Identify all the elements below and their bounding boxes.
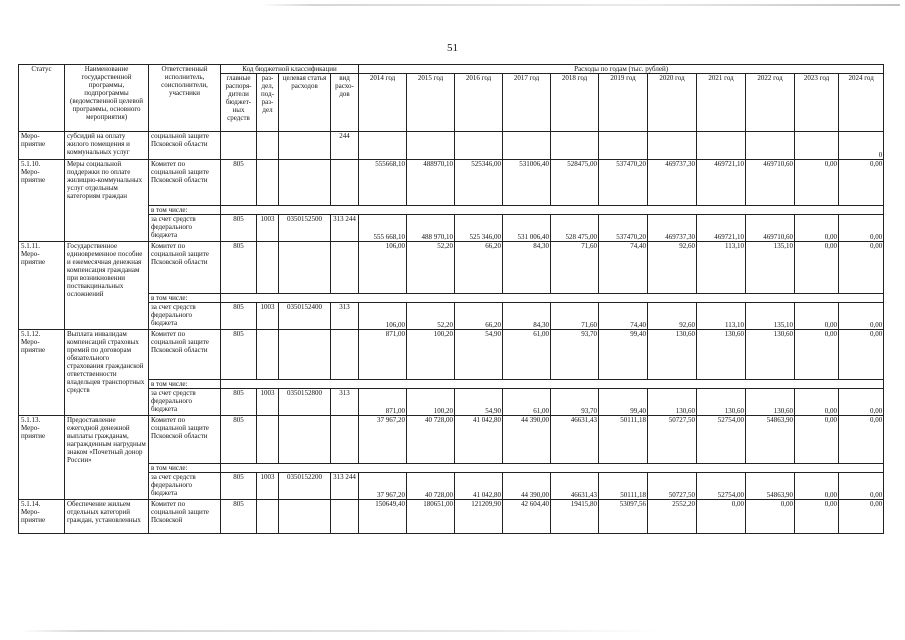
cell-code-csr: 0350152500 bbox=[279, 215, 331, 242]
cell-value: 0,00 bbox=[795, 215, 839, 242]
cell-name: субсидий на оплату жилого помещения и коммунальных услуг bbox=[65, 132, 149, 160]
cell-code-rz bbox=[257, 132, 279, 160]
cell-value: 41 042,80 bbox=[455, 473, 503, 500]
cell-value: 528475,00 bbox=[551, 160, 599, 206]
cell-value: 66,20 bbox=[455, 303, 503, 330]
cell-value: 0,00 bbox=[839, 389, 884, 416]
cell-value: 106,00 bbox=[359, 242, 407, 294]
cell-executor: за счет средств федерального бюджета bbox=[149, 215, 221, 242]
cell-code-csr bbox=[279, 132, 331, 160]
header-year: 2018 год bbox=[551, 74, 599, 132]
cell-code-rz: 1003 bbox=[257, 215, 279, 242]
table-row bbox=[19, 294, 884, 303]
cell-value: 113,10 bbox=[697, 242, 746, 294]
cell-code-vr: 313 244 bbox=[331, 473, 359, 500]
cell-code-grbs: 805 bbox=[221, 500, 257, 534]
cell-name: Обеспечение жильем отдельных категорий граждан, установленных bbox=[65, 500, 149, 534]
cell-value: 50111,18 bbox=[599, 473, 648, 500]
cell-value: 37 967,20 bbox=[359, 416, 407, 464]
cell-code-csr bbox=[279, 242, 331, 294]
cell-value: 469710,60 bbox=[746, 160, 795, 206]
cell-code-grbs: 805 bbox=[221, 389, 257, 416]
cell-value: 93,70 bbox=[551, 389, 599, 416]
cell-value: 92,60 bbox=[648, 303, 697, 330]
cell-executor: Комитет по социальной защите Псковской области bbox=[149, 160, 221, 206]
cell-value: 180651,00 bbox=[407, 500, 455, 534]
item-number: 5.1.12. bbox=[21, 330, 41, 338]
cell-code-csr bbox=[279, 500, 331, 534]
header-year: 2014 год bbox=[359, 74, 407, 132]
table-row bbox=[19, 473, 884, 500]
cell-name: Выплата инвалидам компенсаций страховых премий по договорам обязательного страхования гражданской ответственности владельцев транспортных средств bbox=[65, 330, 149, 416]
table-row bbox=[19, 380, 884, 389]
cell-value: 52754,00 bbox=[697, 473, 746, 500]
cell-executor: за счет средств федерального бюджета bbox=[149, 389, 221, 416]
cell-value: 37 967,20 bbox=[359, 473, 407, 500]
cell-value: 52754,00 bbox=[697, 416, 746, 464]
cell-code-rz: 1003 bbox=[257, 303, 279, 330]
cell-status bbox=[19, 132, 65, 160]
cell-status bbox=[19, 242, 65, 330]
cell-value: 0,00 bbox=[839, 416, 884, 464]
scan-artifact-bottom bbox=[20, 630, 660, 632]
cell-value: 84,30 bbox=[503, 242, 551, 294]
cell-value: 0,00 bbox=[795, 389, 839, 416]
cell-code-csr: 0350152200 bbox=[279, 473, 331, 500]
cell-value: 0,00 bbox=[839, 473, 884, 500]
cell-value: 44 390,00 bbox=[503, 473, 551, 500]
header-year: 2023 год bbox=[795, 74, 839, 132]
table-row bbox=[19, 242, 884, 294]
cell-value: 0 bbox=[839, 132, 884, 160]
item-status: Меро-приятие bbox=[21, 132, 46, 148]
cell-value: 100,20 bbox=[407, 389, 455, 416]
cell-code-rz bbox=[257, 500, 279, 534]
header-code-col: главные распоря-дители бюджет-ных средств bbox=[221, 74, 257, 132]
cell-code-csr bbox=[279, 330, 331, 380]
item-status: Меро-приятие bbox=[21, 424, 46, 440]
header-year: 2019 год bbox=[599, 74, 648, 132]
cell-code-csr: 0350152800 bbox=[279, 389, 331, 416]
cell-value: 871,00 bbox=[359, 389, 407, 416]
cell-value: 0,00 bbox=[795, 473, 839, 500]
cell-executor: за счет средств федерального бюджета bbox=[149, 303, 221, 330]
item-number: 5.1.13. bbox=[21, 416, 41, 424]
cell-value bbox=[359, 132, 407, 160]
cell-code-rz bbox=[257, 416, 279, 464]
header-year: 2020 год bbox=[648, 74, 697, 132]
cell-value: 0,00 bbox=[839, 242, 884, 294]
cell-code-vr bbox=[331, 242, 359, 294]
cell-value: 0,00 bbox=[839, 303, 884, 330]
cell-value: 50727,50 bbox=[648, 473, 697, 500]
cell-value: 130,60 bbox=[746, 330, 795, 380]
cell-value: 74,40 bbox=[599, 242, 648, 294]
header-year: 2017 год bbox=[503, 74, 551, 132]
item-number: 5.1.10. bbox=[21, 160, 41, 168]
cell-value bbox=[407, 132, 455, 160]
table-row bbox=[19, 464, 884, 473]
cell-value: 2552,20 bbox=[648, 500, 697, 534]
cell-value: 0,00 bbox=[839, 500, 884, 534]
cell-value: 525346,00 bbox=[455, 160, 503, 206]
cell-value: 92,60 bbox=[648, 242, 697, 294]
item-status: Меро-приятие bbox=[21, 508, 46, 524]
cell-code-grbs: 805 bbox=[221, 303, 257, 330]
cell-value: 106,00 bbox=[359, 303, 407, 330]
cell-value: 130,60 bbox=[746, 389, 795, 416]
cell-value: 525 346,00 bbox=[455, 215, 503, 242]
cell-value: 54,90 bbox=[455, 330, 503, 380]
cell-executor: в том числе: bbox=[149, 206, 221, 215]
cell-value: 469721,10 bbox=[697, 215, 746, 242]
cell-code-grbs bbox=[221, 132, 257, 160]
cell-value: 113,10 bbox=[697, 303, 746, 330]
cell-value: 130,60 bbox=[697, 330, 746, 380]
table-row bbox=[19, 330, 884, 380]
cell-code-csr bbox=[279, 160, 331, 206]
cell-value bbox=[648, 132, 697, 160]
header-year: 2024 год bbox=[839, 74, 884, 132]
table-row bbox=[19, 215, 884, 242]
cell-value: 50727,50 bbox=[648, 416, 697, 464]
cell-code-vr bbox=[331, 500, 359, 534]
cell-code-grbs: 805 bbox=[221, 160, 257, 206]
cell-value: 71,60 bbox=[551, 242, 599, 294]
item-number: 5.1.14. bbox=[21, 500, 41, 508]
cell-executor: социальной защите Псковской области bbox=[149, 132, 221, 160]
cell-code-rz bbox=[257, 242, 279, 294]
cell-value: 19415,80 bbox=[551, 500, 599, 534]
cell-value: 537470,20 bbox=[599, 160, 648, 206]
cell-value: 74,40 bbox=[599, 303, 648, 330]
cell-value: 52,20 bbox=[407, 303, 455, 330]
header-status: Статус bbox=[19, 65, 65, 132]
cell-value: 130,60 bbox=[648, 389, 697, 416]
header-code-col: вид расхо-дов bbox=[331, 74, 359, 132]
cell-value: 46631,43 bbox=[551, 416, 599, 464]
cell-value: 469710,60 bbox=[746, 215, 795, 242]
cell-executor: Комитет по социальной защите Псковской bbox=[149, 500, 221, 534]
header-year: 2022 год bbox=[746, 74, 795, 132]
cell-value bbox=[795, 132, 839, 160]
table-row bbox=[19, 389, 884, 416]
cell-value: 528 475,00 bbox=[551, 215, 599, 242]
cell-value: 0,00 bbox=[839, 330, 884, 380]
cell-value: 0,00 bbox=[746, 500, 795, 534]
cell-code-csr: 0350152400 bbox=[279, 303, 331, 330]
cell-name: Государственное единовременное пособие и ежемесячная денежная компенсация гражданам при возникновении поствакцинальных осложнений bbox=[65, 242, 149, 330]
scan-artifact-top bbox=[260, 4, 900, 6]
cell-empty bbox=[221, 294, 884, 303]
cell-value: 54863,90 bbox=[746, 416, 795, 464]
cell-value: 135,10 bbox=[746, 303, 795, 330]
cell-status bbox=[19, 500, 65, 534]
cell-value bbox=[503, 132, 551, 160]
cell-code-grbs: 805 bbox=[221, 473, 257, 500]
cell-executor: Комитет по социальной защите Псковской области bbox=[149, 330, 221, 380]
cell-value: 469737,30 bbox=[648, 215, 697, 242]
table-row bbox=[19, 132, 884, 160]
cell-value: 488 970,10 bbox=[407, 215, 455, 242]
header-code-col: целевая статья расходов bbox=[279, 74, 331, 132]
cell-code-rz bbox=[257, 330, 279, 380]
cell-value: 61,00 bbox=[503, 330, 551, 380]
cell-value: 0,00 bbox=[839, 215, 884, 242]
cell-value: 54,90 bbox=[455, 389, 503, 416]
cell-value: 46631,43 bbox=[551, 473, 599, 500]
cell-status bbox=[19, 160, 65, 242]
cell-value: 93,70 bbox=[551, 330, 599, 380]
header-year: 2021 год bbox=[697, 74, 746, 132]
header-budget-code: Код бюджетной классификации bbox=[221, 65, 359, 74]
header-year: 2016 год bbox=[455, 74, 503, 132]
cell-status bbox=[19, 330, 65, 416]
cell-value: 44 390,00 bbox=[503, 416, 551, 464]
table-row bbox=[19, 160, 884, 206]
cell-executor: в том числе: bbox=[149, 294, 221, 303]
cell-value: 99,40 bbox=[599, 389, 648, 416]
cell-code-vr: 313 bbox=[331, 389, 359, 416]
cell-value: 84,30 bbox=[503, 303, 551, 330]
header-expenses: Расходы по годам (тыс. рублей) bbox=[359, 65, 884, 74]
cell-value: 121209,90 bbox=[455, 500, 503, 534]
cell-value: 54863,90 bbox=[746, 473, 795, 500]
item-status: Меро-приятие bbox=[21, 168, 46, 184]
cell-value: 99,40 bbox=[599, 330, 648, 380]
table-row bbox=[19, 303, 884, 330]
cell-value: 871,00 bbox=[359, 330, 407, 380]
page-number: 51 bbox=[447, 42, 458, 54]
cell-value: 0,00 bbox=[839, 160, 884, 206]
cell-empty bbox=[221, 380, 884, 389]
cell-value: 0,00 bbox=[795, 330, 839, 380]
cell-value: 40 728,00 bbox=[407, 473, 455, 500]
cell-value bbox=[599, 132, 648, 160]
cell-code-grbs: 805 bbox=[221, 242, 257, 294]
cell-value: 40 728,00 bbox=[407, 416, 455, 464]
item-number: 5.1.11. bbox=[21, 242, 40, 250]
cell-value: 50111,18 bbox=[599, 416, 648, 464]
cell-name: Меры социальной поддержки по оплате жилищно-коммунальных услуг отдельным категориям граждан bbox=[65, 160, 149, 242]
cell-value: 71,60 bbox=[551, 303, 599, 330]
cell-value: 555668,10 bbox=[359, 160, 407, 206]
cell-code-grbs: 805 bbox=[221, 215, 257, 242]
cell-executor: за счет средств федерального бюджета bbox=[149, 473, 221, 500]
cell-code-rz: 1003 bbox=[257, 473, 279, 500]
cell-value: 53097,56 bbox=[599, 500, 648, 534]
cell-value: 100,20 bbox=[407, 330, 455, 380]
budget-table bbox=[18, 64, 884, 534]
cell-executor: Комитет по социальной защите Псковской области bbox=[149, 242, 221, 294]
cell-value: 52,20 bbox=[407, 242, 455, 294]
cell-value: 150649,40 bbox=[359, 500, 407, 534]
cell-code-rz: 1003 bbox=[257, 389, 279, 416]
cell-executor: в том числе: bbox=[149, 380, 221, 389]
cell-value bbox=[455, 132, 503, 160]
cell-value: 66,20 bbox=[455, 242, 503, 294]
table-row bbox=[19, 500, 884, 534]
cell-code-rz bbox=[257, 160, 279, 206]
cell-value: 469721,10 bbox=[697, 160, 746, 206]
cell-empty bbox=[221, 464, 884, 473]
cell-value: 0,00 bbox=[795, 303, 839, 330]
cell-value: 135,10 bbox=[746, 242, 795, 294]
cell-value: 42 604,40 bbox=[503, 500, 551, 534]
cell-code-vr bbox=[331, 160, 359, 206]
cell-code-vr: 313 244 bbox=[331, 215, 359, 242]
cell-value: 0,00 bbox=[795, 242, 839, 294]
cell-code-vr: 313 bbox=[331, 303, 359, 330]
cell-status bbox=[19, 416, 65, 500]
cell-value: 531 006,40 bbox=[503, 215, 551, 242]
table-row bbox=[19, 416, 884, 464]
cell-value: 41 042,80 bbox=[455, 416, 503, 464]
cell-value: 0,00 bbox=[795, 160, 839, 206]
cell-value: 0,00 bbox=[795, 500, 839, 534]
cell-code-grbs: 805 bbox=[221, 330, 257, 380]
cell-code-vr: 244 bbox=[331, 132, 359, 160]
cell-value: 61,00 bbox=[503, 389, 551, 416]
cell-value: 130,60 bbox=[648, 330, 697, 380]
cell-value: 0,00 bbox=[697, 500, 746, 534]
cell-code-vr bbox=[331, 416, 359, 464]
item-status: Меро-приятие bbox=[21, 338, 46, 354]
cell-value bbox=[697, 132, 746, 160]
cell-value: 537470,20 bbox=[599, 215, 648, 242]
cell-executor: Комитет по социальной защите Псковской области bbox=[149, 416, 221, 464]
header-year: 2015 год bbox=[407, 74, 455, 132]
cell-code-vr bbox=[331, 330, 359, 380]
header-executor: Ответственный исполнитель, соисполнители, участники bbox=[149, 65, 221, 132]
cell-empty bbox=[221, 206, 884, 215]
table-row bbox=[19, 206, 884, 215]
cell-name: Предоставление ежегодной денежной выплаты гражданам, награжденным нагрудным знаком «Почетный донор России» bbox=[65, 416, 149, 500]
cell-value: 488970,10 bbox=[407, 160, 455, 206]
cell-code-grbs: 805 bbox=[221, 416, 257, 464]
cell-executor: в том числе: bbox=[149, 464, 221, 473]
cell-value: 130,60 bbox=[697, 389, 746, 416]
cell-value: 0,00 bbox=[795, 416, 839, 464]
cell-value bbox=[551, 132, 599, 160]
cell-value bbox=[746, 132, 795, 160]
cell-value: 555 668,10 bbox=[359, 215, 407, 242]
header-code-col: раз-дел, под-раз-дел bbox=[257, 74, 279, 132]
item-status: Меро-приятие bbox=[21, 250, 46, 266]
cell-value: 469737,30 bbox=[648, 160, 697, 206]
header-name: Наименование государственной программы, подпрограммы (ведомственной целевой программы, основного мероприятия) bbox=[65, 65, 149, 132]
cell-value: 531006,40 bbox=[503, 160, 551, 206]
cell-code-csr bbox=[279, 416, 331, 464]
